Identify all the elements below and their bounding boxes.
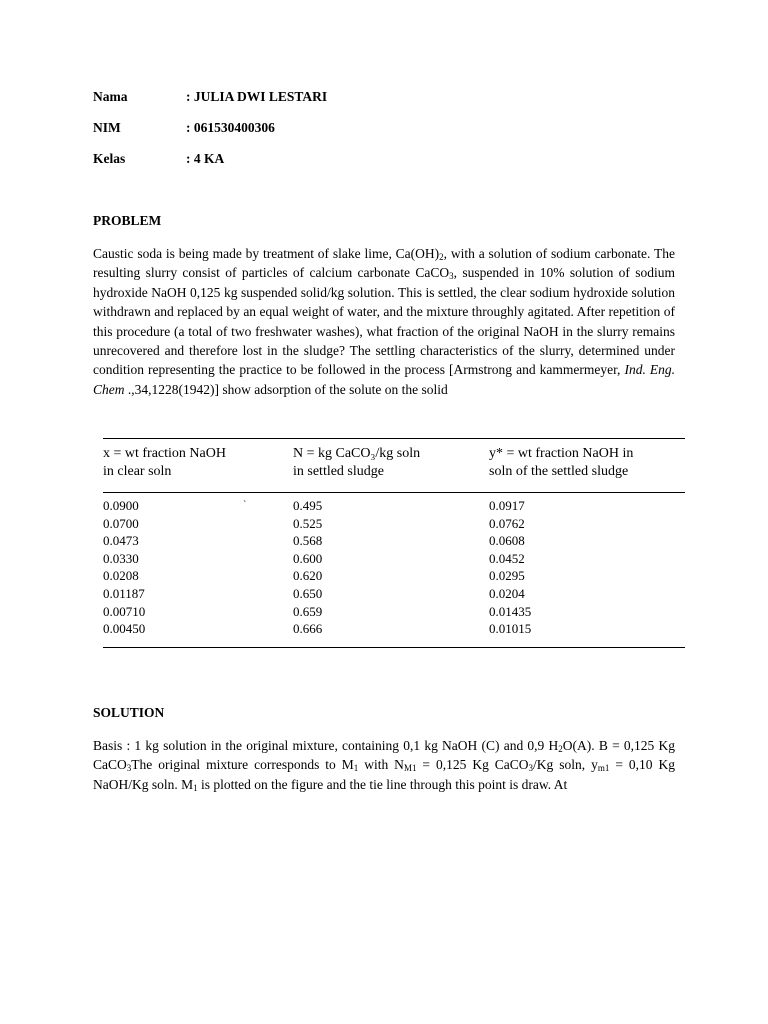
header-line: in clear soln — [103, 464, 172, 479]
problem-text: .,34,1228(1942)] show adsorption of the solute on the solid — [124, 381, 448, 397]
table-cell: 0.00710 — [103, 603, 146, 619]
class-value: : 4 KA — [186, 151, 225, 166]
table-cell: 0.666 — [293, 621, 323, 637]
col-x-header — [103, 445, 226, 481]
subscript: m1 — [597, 763, 610, 774]
table-cell: 0.0700 — [103, 515, 139, 531]
table-cell: 0.650 — [293, 585, 323, 601]
col-x-values — [103, 497, 145, 638]
solution-text: = 0,10 Kg NaOH/Kg soln. M — [93, 757, 675, 792]
table-cell: 0.0295 — [489, 568, 525, 584]
problem-text: Caustic soda is being made by treatment of slake lime, Ca(OH) — [93, 246, 440, 261]
header-line: soln of the settled sludge — [489, 464, 629, 479]
nim-label: NIM — [93, 120, 121, 135]
table-cell: 0.525 — [293, 515, 323, 531]
table-cell: 0.0204 — [489, 585, 525, 601]
table-cell: 0.0452 — [489, 550, 525, 566]
solution-text: Basis : 1 kg solution in the original mixture, containing 0,1 kg NaOH (C) and 0,9 H — [93, 738, 559, 753]
table-cell: 0.568 — [293, 533, 323, 549]
solution-heading: SOLUTION — [93, 705, 165, 720]
solution-text: is plotted on the figure and the tie line through this point is draw. At — [197, 776, 568, 792]
solution-paragraph — [93, 736, 675, 794]
table-top-rule — [103, 438, 685, 439]
subscript: 3 — [449, 271, 454, 282]
subscript: 1 — [353, 763, 359, 774]
table-cell: 0.00450 — [103, 621, 146, 637]
problem-paragraph — [93, 244, 675, 399]
col-n-header — [293, 445, 420, 481]
subscript: 3 — [126, 763, 132, 774]
subscript: 2 — [558, 744, 563, 754]
header-line: N = kg CaCO₃/kg soln — [293, 446, 421, 461]
table-cell: 0.0330 — [103, 550, 139, 566]
journal-name: Ind. Eng. Chem — [93, 362, 675, 397]
solution-text: with N — [358, 757, 404, 773]
solution-text: The original mixture corresponds to M — [131, 757, 354, 773]
header-line: y* = wt fraction NaOH in — [489, 446, 634, 461]
col-y-values — [489, 497, 531, 638]
problem-text: , suspended in 10% solution of sodium hydroxide NaOH 0,125 kg suspended solid/kg solution. This is settled, the clear sodium hydroxide solution withdrawn and replaced by an equal weight of water, and the mixture throughly agitated. After repetition of this procedure (a total of two freshwater washes), what fraction of the original NaOH in the slurry remains unrecovered and therefore lost in the sludge? The settling characteristics of the slurry, determined under condition representing the practice to be followed in the process [Armstrong and kammermeyer, — [93, 265, 676, 378]
table-bottom-rule — [103, 647, 685, 648]
table-cell: 0.01187 — [103, 585, 145, 601]
header-line: x = wt fraction NaOH — [103, 446, 226, 461]
name-label: Nama — [93, 89, 128, 104]
table-cell: 0.0900 — [103, 498, 139, 513]
solution-text: O(A). B = 0,125 Kg CaCO — [93, 738, 676, 773]
table-cell: 0.495 — [293, 498, 323, 513]
col-n-values — [293, 497, 322, 638]
class-label: Kelas — [93, 151, 126, 166]
table-cell: 0.659 — [293, 603, 323, 619]
table-cell: 0.0208 — [103, 568, 139, 584]
table-cell: 0.0608 — [489, 533, 525, 549]
table-cell: 0.0917 — [489, 498, 525, 513]
subscript: M1 — [403, 763, 417, 774]
solution-text: = 0,125 Kg CaCO — [416, 757, 529, 773]
name-value: : JULIA DWI LESTARI — [186, 89, 328, 104]
subscript: 1 — [193, 782, 198, 793]
table-cell: 0.0762 — [489, 515, 525, 531]
table-cell: 0.01015 — [489, 621, 532, 637]
problem-heading: PROBLEM — [93, 213, 162, 228]
nim-value: : 061530400306 — [186, 120, 275, 135]
subscript: 3 — [528, 763, 534, 774]
table-header-rule — [103, 492, 685, 493]
header-line: in settled sludge — [293, 464, 384, 479]
table-cell: 0.600 — [293, 550, 323, 566]
solution-text: /Kg soln, y — [533, 757, 598, 773]
col-y-header — [489, 445, 633, 481]
table-cell: 0.0473 — [103, 533, 139, 549]
problem-text: , with a solution of sodium carbonate. The resulting slurry consist of particles of calcium carbonate CaCO — [93, 246, 675, 281]
table-cell: 0.620 — [293, 568, 323, 584]
table-cell: 0.01435 — [489, 603, 532, 619]
subscript: 2 — [439, 252, 444, 262]
stray-mark: ` — [243, 500, 247, 511]
